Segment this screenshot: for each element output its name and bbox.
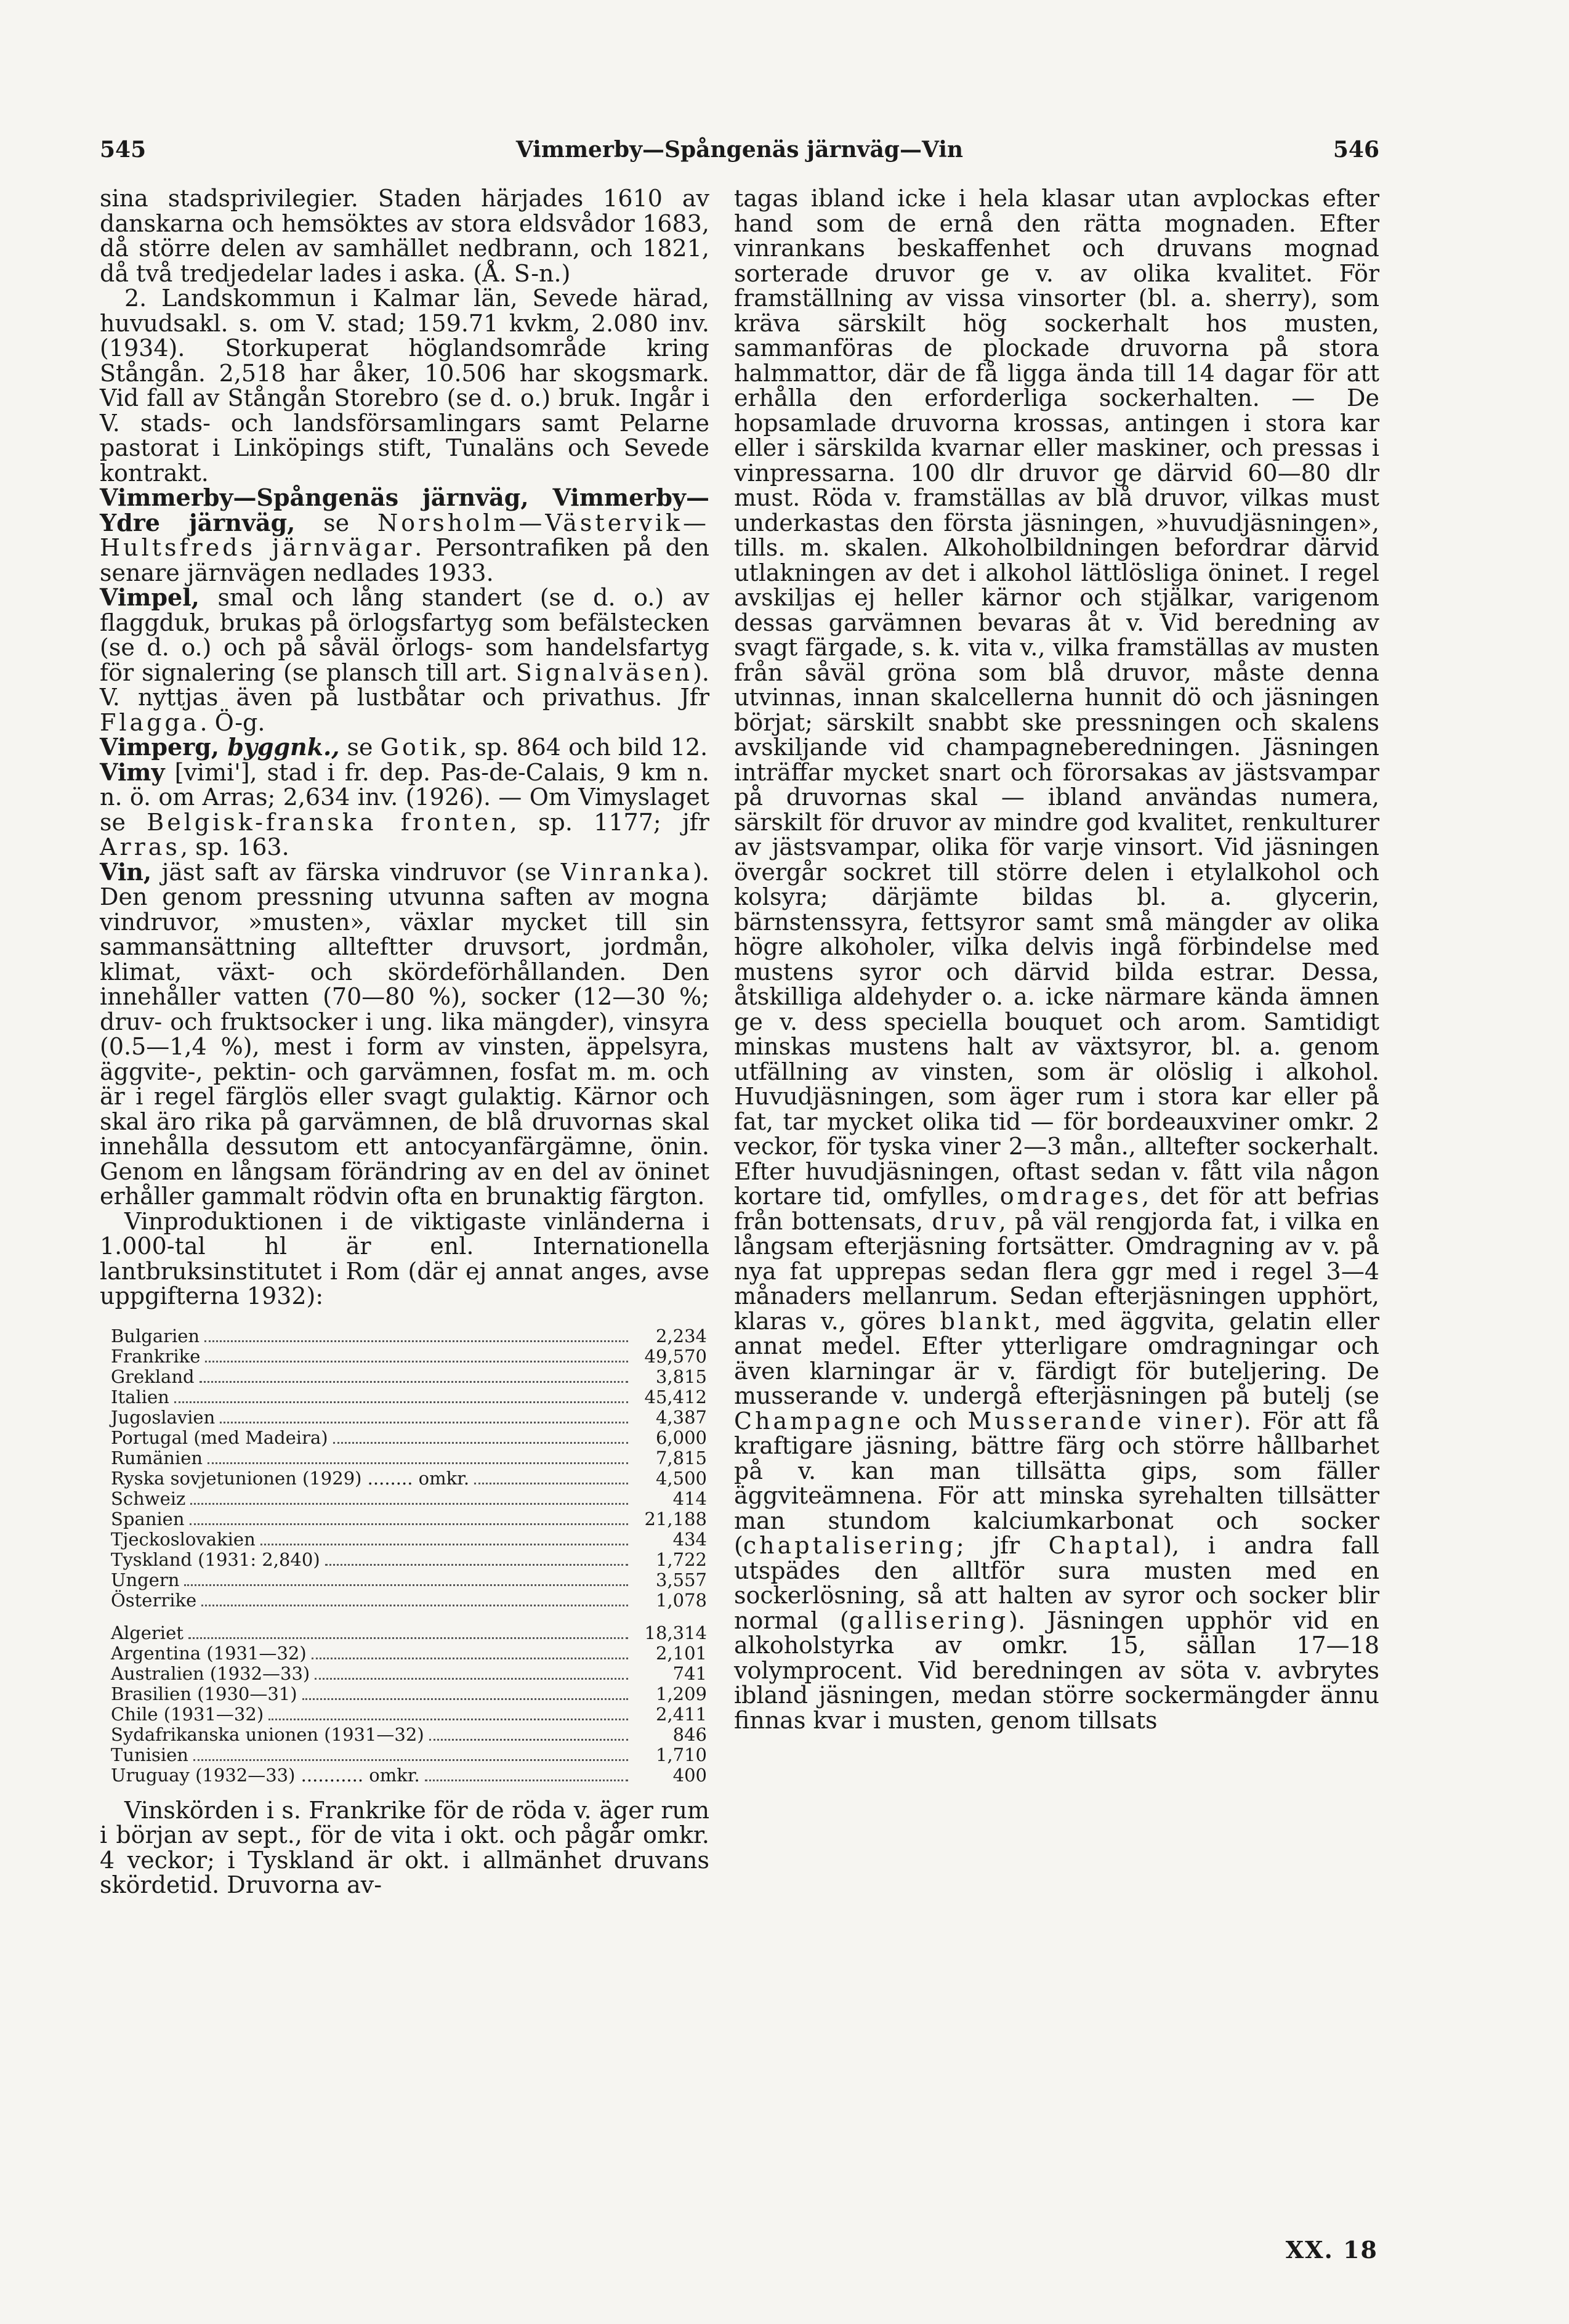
text: ). V. nyttjas även på lustbåtar och privathus. Jfr bbox=[100, 658, 709, 711]
cross-reference: gallisering bbox=[849, 1606, 1009, 1634]
leader-dots bbox=[260, 1544, 628, 1545]
production-value: 7,815 bbox=[655, 1447, 707, 1468]
paragraph: sina stadsprivilegier. Staden härjades 1610 av danskarna och hemsöktes av stora eldsvådor 1683, då större delen av samhället nedbrann, och 1821, då två tredjedelar lades i aska. (Å. S-n.) bbox=[100, 185, 709, 287]
text: se bbox=[295, 509, 377, 536]
sheet-signature: XX. 18 bbox=[1285, 2236, 1378, 2264]
production-value: 3,557 bbox=[655, 1569, 707, 1590]
leader-dots bbox=[184, 1584, 628, 1586]
text: , med äggvita, gelatin eller annat medel. Efter ytterligare omdragningar och även klarningar är v. färdigt för buteljering. De musserande v. undergå efterjäsningen på butelj (se bbox=[734, 1307, 1379, 1409]
leader-dots bbox=[188, 1637, 628, 1639]
table-row bbox=[111, 1664, 707, 1684]
wine-production-table bbox=[111, 1326, 707, 1786]
cross-reference: Belgisk-franska fronten bbox=[147, 808, 510, 836]
text: , det för att befrias från bottensats, bbox=[734, 1183, 1379, 1235]
cross-reference: omdrages bbox=[999, 1183, 1142, 1210]
leader-dots bbox=[429, 1739, 628, 1741]
paragraph: Vinproduktionen i de viktigaste vinländerna i 1.000-tal hl är enl. Internationella lantbruksinstitutet i Rom (där ej annat anges, avse uppgifterna 1932): bbox=[100, 1207, 709, 1310]
country-name: Portugal (med Madeira) bbox=[111, 1427, 328, 1448]
table-row bbox=[111, 1407, 707, 1428]
cross-reference: Gotik bbox=[380, 734, 460, 761]
country-name: Tjeckoslovakien bbox=[111, 1528, 256, 1550]
production-value: 846 bbox=[672, 1723, 707, 1745]
production-value: 49,570 bbox=[644, 1345, 707, 1367]
cross-reference: Arras bbox=[100, 833, 180, 860]
running-title: Vimmerby—Spångenäs järnväg—Vin bbox=[515, 137, 964, 163]
cross-reference: blankt bbox=[940, 1307, 1034, 1335]
text: och bbox=[903, 1407, 968, 1435]
table-row bbox=[111, 1367, 707, 1387]
table-row bbox=[111, 1448, 707, 1468]
leader-dots bbox=[268, 1719, 628, 1720]
production-value: 45,412 bbox=[644, 1386, 707, 1407]
country-name: Italien bbox=[111, 1386, 169, 1407]
production-value: 2,101 bbox=[655, 1642, 707, 1664]
cross-reference: Flagga bbox=[100, 708, 200, 736]
country-name: Sydafrikanska unionen (1931—32) bbox=[111, 1723, 424, 1745]
text: ). För att få kraftigare jäsning, bättre färg och större hållbarhet på v. kan man tillsätta gips, som fäller äggviteämnena. För att minska syrehalten tillsätter man stundom kalciumkarbonat och socker ( bbox=[734, 1407, 1380, 1559]
country-name: Ryska sovjetunionen (1929) ........ omkr. bbox=[111, 1467, 470, 1489]
leader-dots bbox=[190, 1503, 628, 1505]
production-value: 2,411 bbox=[655, 1703, 707, 1725]
text: smal och lång standert (se d. o.) av flaggduk, brukas på örlogsfartyg som befälstecken (se d. o.) och på såväl örlogs- som handelsfartyg för signalering (se plansch till art. bbox=[100, 584, 709, 686]
country-name: Rumänien bbox=[111, 1447, 203, 1468]
leader-dots bbox=[302, 1698, 628, 1700]
leader-dots bbox=[333, 1442, 628, 1444]
leader-dots bbox=[201, 1605, 628, 1606]
entry-vimy bbox=[100, 760, 709, 860]
cross-reference: Musserande viner bbox=[967, 1407, 1235, 1435]
cross-reference: Chaptal bbox=[1048, 1532, 1163, 1559]
cross-reference: Signalväsen bbox=[515, 658, 693, 686]
text: , sp. 163. bbox=[180, 833, 289, 860]
leader-dots bbox=[205, 1361, 628, 1362]
table-row bbox=[111, 1529, 707, 1550]
leader-dots bbox=[220, 1422, 628, 1423]
entry-headword: Vimpel, bbox=[100, 583, 200, 611]
text: . Ö-g. bbox=[200, 708, 265, 736]
production-value: 21,188 bbox=[644, 1508, 707, 1529]
entry-vimpel bbox=[100, 585, 709, 735]
text: , sp. 1177; jfr bbox=[509, 808, 709, 836]
production-value: 1,710 bbox=[655, 1744, 707, 1765]
leader-dots bbox=[174, 1401, 628, 1403]
leader-dots bbox=[193, 1759, 628, 1761]
country-name: Grekland bbox=[111, 1366, 195, 1387]
leader-dots bbox=[204, 1340, 628, 1342]
table-row bbox=[111, 1623, 707, 1643]
table-row bbox=[111, 1550, 707, 1570]
table-row bbox=[111, 1684, 707, 1704]
page-number-left: 545 bbox=[100, 137, 147, 163]
cross-reference: Norsholm—Västervik—Hultsfreds järnvägar bbox=[100, 509, 709, 561]
text: , sp. 864 och bild 12. bbox=[459, 734, 708, 761]
country-name: Schweiz bbox=[111, 1488, 186, 1509]
page-header bbox=[100, 137, 1379, 174]
country-name: Chile (1931—32) bbox=[111, 1703, 264, 1725]
production-value: 1,078 bbox=[655, 1589, 707, 1611]
country-name: Brasilien (1930—31) bbox=[111, 1683, 297, 1704]
cross-reference: druv bbox=[932, 1207, 999, 1235]
paragraph: Vinskörden i s. Frankrike för de röda v. äger rum i början av sept., för de vita i okt. och pågår omkr. 4 veckor; i Tyskland är okt. i allmänhet druvans skördetid. Druvorna av- bbox=[100, 1796, 709, 1898]
country-name: Tunisien bbox=[111, 1744, 188, 1765]
leader-dots bbox=[208, 1462, 628, 1464]
table-group-other bbox=[111, 1623, 707, 1786]
production-value: 434 bbox=[672, 1528, 707, 1550]
text: ). Den genom pressning utvunna saften av mogna vindruvor, »musten», växlar mycket till sin sammansättning allteftter druvsort, jordmån, klimat, växt- och skördeförhållanden. Den innehåller vatten (70—80 %), socker (12—30 %; druv- och fruktsocker i ung. lika mängder), vinsyra (0.5—1,4 %), mest i form av vinsten, äppelsyra, äggvite-, pektin- och garvämnen, fosfat m. m. och är i regel färglös eller svagt gulaktig. Kärnor och skal äro rika på garvämnen, de blå druvornas skal innehålla dessutom ett antocyanfärgämne, önin. Genom en långsam förändring av en del av öninet erhåller gammalt rödvin ofta en brunaktig färgton. bbox=[100, 858, 709, 1210]
country-name: Australien (1932—33) bbox=[111, 1662, 310, 1684]
table-row bbox=[111, 1590, 707, 1611]
entry-abbrev: byggnk., bbox=[219, 733, 340, 761]
cross-reference: Vinranka bbox=[560, 858, 693, 886]
production-value: 1,209 bbox=[655, 1683, 707, 1704]
production-value: 4,387 bbox=[655, 1406, 707, 1428]
production-value: 2,234 bbox=[655, 1325, 707, 1346]
country-name: Algeriet bbox=[111, 1622, 184, 1643]
country-name: Frankrike bbox=[111, 1345, 201, 1367]
text: [vimi'], stad i fr. dep. Pas-de-Calais, 9 km n. n. ö. om Arras; 2,634 inv. (1926). — Om Vimyslaget se bbox=[100, 758, 709, 836]
leader-dots bbox=[200, 1381, 628, 1383]
country-name: Uruguay (1932—33) ........... omkr. bbox=[111, 1764, 420, 1786]
entry-headword: Vimperg, bbox=[100, 733, 220, 761]
production-value: 18,314 bbox=[644, 1622, 707, 1643]
text: se bbox=[339, 734, 381, 761]
entry-vimmerby-jarnvag bbox=[100, 485, 709, 585]
table-row bbox=[111, 1570, 707, 1590]
country-name: Bulgarien bbox=[111, 1325, 200, 1346]
table-row bbox=[111, 1745, 707, 1765]
table-gap bbox=[111, 1611, 707, 1623]
entry-vin bbox=[100, 857, 709, 1210]
leader-dots bbox=[315, 1678, 628, 1680]
production-value: 1,722 bbox=[655, 1549, 707, 1570]
entry-headword: Vimmerby—Spångenäs järnväg, Vimmerby—Ydre järnväg, bbox=[100, 484, 709, 536]
right-column bbox=[734, 186, 1379, 1733]
text: ), i andra fall utspädes den alltför sura musten med en sockerlösning, så att halten av syror och socker blir normal ( bbox=[734, 1532, 1379, 1634]
production-value: 6,000 bbox=[655, 1427, 707, 1448]
text: . Persontrafiken på den senare järnvägen nedlades 1933. bbox=[100, 534, 709, 586]
table-row bbox=[111, 1643, 707, 1664]
country-name: Spanien bbox=[111, 1508, 185, 1529]
table-row bbox=[111, 1765, 707, 1786]
entry-vimperg bbox=[100, 735, 709, 760]
production-value: 414 bbox=[672, 1488, 707, 1509]
text: ). Jäsningen upphör vid en alkoholstyrka av omkr. 15, sällan 17—18 volymprocent. Vid beredningen av söta v. avbrytes ibland jäsningen, medan större sockermängder ännu finnas kvar i musten, genom tillsats bbox=[734, 1606, 1379, 1734]
page-number-right: 546 bbox=[1333, 137, 1379, 163]
text: jäst saft av färska vindruvor (se bbox=[151, 858, 561, 886]
country-name: Tyskland (1931: 2,840) bbox=[111, 1549, 320, 1570]
text: , på väl rengjorda fat, i vilka en långsam efterjäsning fortsätter. Omdragning av v. på nya fat upprepas sedan flera ggr med i regel 3—4 månaders mellanrum. Sedan efterjäsningen upphört, klaras v., göres bbox=[734, 1207, 1379, 1335]
table-row bbox=[111, 1326, 707, 1346]
production-value: 4,500 bbox=[655, 1467, 707, 1489]
production-value: 3,815 bbox=[655, 1366, 707, 1387]
table-row bbox=[111, 1704, 707, 1725]
left-column bbox=[100, 186, 709, 1898]
table-group-europe bbox=[111, 1326, 707, 1611]
country-name: Österrike bbox=[111, 1589, 197, 1611]
table-row bbox=[111, 1509, 707, 1529]
leader-dots bbox=[325, 1564, 628, 1566]
leader-dots bbox=[474, 1483, 628, 1484]
table-row bbox=[111, 1725, 707, 1745]
country-name: Argentina (1931—32) bbox=[111, 1642, 307, 1664]
table-row bbox=[111, 1428, 707, 1448]
leader-dots bbox=[312, 1658, 628, 1659]
table-row bbox=[111, 1387, 707, 1407]
production-value: 741 bbox=[672, 1662, 707, 1684]
table-row bbox=[111, 1489, 707, 1509]
leader-dots bbox=[190, 1523, 628, 1525]
text: tagas ibland icke i hela klasar utan avplockas efter hand som de ernå den rätta mognaden. Efter vinrankans beskaffenhet och druvans mognad sorterade druvor ge v. av olika kvalitet. För framställning av vissa vinsorter (bl. a. sherry), som kräva särskilt hög sockerhalt hos musten, sammanföras de plockade druvorna på stora halmmattor, där de få ligga ända till 14 dagar för att erhålla den erforderliga sockerhalten. — De hopsamlade druvorna krossas, antingen i stora kar eller i särskilda kvarnar eller maskiner, och pressas i vinpressarna. 100 dlr druvor ge därvid 60—80 dlr must. Röda v. framställas av blå druvor, vilkas must underkastas den första jäsningen, »huvudjäsningen», tills. m. skalen. Alkoholbildningen befordrar därvid utlakningen av det i alkohol lättlösliga öninet. I regel avskiljas ej heller kärnor och stjälkar, varigenom dessas garvämnen bevaras åt v. Vid beredning av svagt färgade, s. k. vita v., vilka framställas av musten från såväl gröna som blå druvor, måste denna utvinnas, innan skalcellerna hunnit dö och jäsningen börjat; särskilt snabbt ske pressningen och skalens avskiljande vid champagneberedningen. Jäsningen inträffar mycket snart och förorsakas av jästsvampar på druvornas skal — ibland användas numera, särskilt för druvor av mindre god kvalitet, renkulturer av jästsvampar, olika för varje vinsort. Vid jäsningen övergår sockret till större delen i etylalkohol och kolsyra; därjämte bildas bl. a. glycerin, bärnstenssyra, fettsyror samt små mängder av olika högre alkoholer, vilka delvis ingå förbindelse med mustens syror och därvid bilda estrar. Dessa, åtskilliga aldehyder o. a. icke närmare kända ämnen ge v. dess speciella bouquet och arom. Samtidigt minskas mustens halt av växtsyror, bl. a. genom utfällning av vinsten, som är olöslig i alkohol. Huvudjäsningen, som äger rum i stora kar eller på fat, tar mycket olika tid — för bordeauxviner omkr. 2 veckor, för tyska viner 2—3 mån., alltefter sockerhalt. Efter huvudjäsningen, oftast sedan v. fått vila någon kortare tid, omfylles, bbox=[734, 185, 1379, 1210]
entry-headword: Vin, bbox=[100, 857, 152, 886]
paragraph bbox=[734, 186, 1379, 1733]
cross-reference: Champagne bbox=[734, 1407, 904, 1435]
country-name: Ungern bbox=[111, 1569, 180, 1590]
paragraph: 2. Landskommun i Kalmar län, Sevede härad, huvudsakl. s. om V. stad; 159.71 kvkm, 2.080 inv. (1934). Storkuperat höglandsområde kring Stångån. 2,518 har åker, 10.506 har skogsmark. Vid fall av Stångån Storebro (se d. o.) bruk. Ingår i V. stads- och landsförsamlingars samt Pelarne pastorat i Linköpings stift, Tunaläns och Sevede kontrakt. bbox=[100, 285, 709, 487]
entry-headword: Vimy bbox=[100, 758, 165, 786]
leader-dots bbox=[425, 1779, 628, 1781]
cross-reference: chaptalisering bbox=[743, 1532, 956, 1559]
country-name: Jugoslavien bbox=[111, 1406, 216, 1428]
text: ; jfr bbox=[956, 1532, 1049, 1559]
table-row bbox=[111, 1346, 707, 1367]
production-value: 400 bbox=[672, 1764, 707, 1786]
table-row bbox=[111, 1468, 707, 1489]
